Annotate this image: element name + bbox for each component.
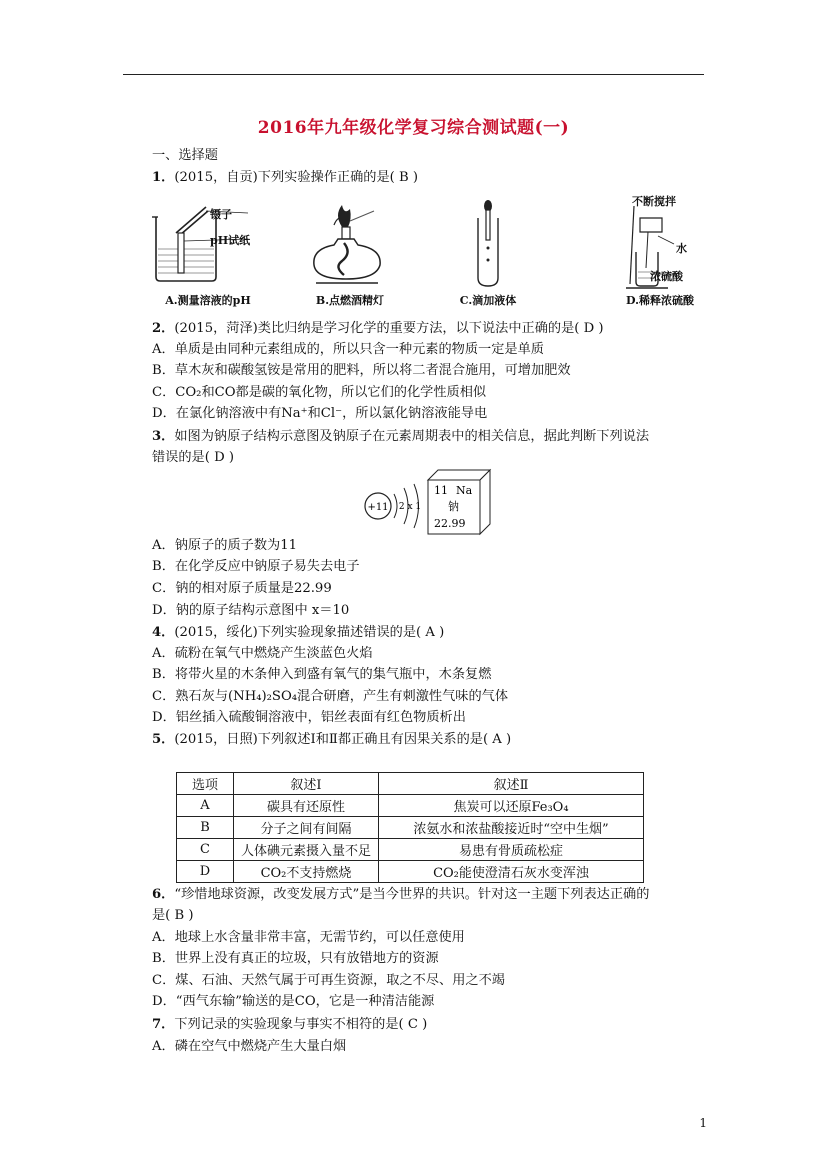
label-keep-stirring: 不断搅拌 xyxy=(632,195,676,208)
question-number: 1． xyxy=(152,170,175,185)
question-6 xyxy=(152,886,649,904)
atomic-number: 11 xyxy=(434,484,448,497)
question-number: 4． xyxy=(152,625,175,640)
label-tweezers: 镊子 xyxy=(210,208,232,221)
figure-caption-a: A.测量溶液的pH xyxy=(165,294,251,307)
table-cell: 碳具有还原性 xyxy=(234,795,379,817)
table-header: 叙述Ⅱ xyxy=(379,773,644,795)
question-5 xyxy=(152,731,511,749)
question-number: 3． xyxy=(152,429,175,444)
figure-caption-c: C.滴加液体 xyxy=(459,294,517,307)
option-2c: C．CO₂和CO都是碳的氧化物，所以它们的化学性质相似 xyxy=(152,385,487,400)
electron-shells: 2 x 1 xyxy=(398,502,422,512)
table-cell: 分子之间有间隔 xyxy=(234,817,379,839)
option-4a: A．硫粉在氧气中燃烧产生淡蓝色火焰 xyxy=(152,646,373,661)
table-row xyxy=(177,861,644,883)
question-stem: (2015，绥化)下列实验现象描述错误的是( A ) xyxy=(174,625,445,640)
nucleus-charge: +11 xyxy=(367,502,389,513)
question-stem: (2015，日照)下列叙述Ⅰ和Ⅱ都正确且有因果关系的是( A ) xyxy=(174,732,512,747)
question-3-continued: 错误的是( D ) xyxy=(152,450,234,465)
element-name: 钠 xyxy=(448,500,459,513)
question-stem: 如图为钠原子结构示意图及钠原子在元素周期表中的相关信息，据此判断下列说法 xyxy=(174,429,650,444)
table-row xyxy=(177,795,644,817)
option-6d: D．“西气东输”输送的是CO，它是一种清洁能源 xyxy=(152,994,435,1009)
question-number: 7． xyxy=(152,1017,175,1032)
figure-caption-d: D.稀释浓硫酸 xyxy=(626,294,694,307)
option-2b: B．草木灰和碳酸氢铵是常用的肥料，所以将二者混合施用，可增加肥效 xyxy=(152,363,571,378)
label-water: 水 xyxy=(676,242,687,255)
option-3c: C．钠的相对原子质量是22.99 xyxy=(152,581,332,596)
option-4c: C．熟石灰与(NH₄)₂SO₄混合研磨，产生有刺激性气味的气体 xyxy=(152,689,509,704)
page-number: 1 xyxy=(699,1116,707,1130)
option-6a: A．地球上水含量非常丰富，无需节约，可以任意使用 xyxy=(152,930,465,945)
table-cell: B xyxy=(177,817,234,839)
statement-table xyxy=(176,772,644,883)
question-4 xyxy=(152,624,444,642)
table-header: 选项 xyxy=(177,773,234,795)
page-title: 2016年九年级化学复习综合测试题(一) xyxy=(257,118,570,138)
option-3b: B．在化学反应中钠原子易失去电子 xyxy=(152,559,360,574)
table-row xyxy=(177,817,644,839)
question-stem: (2015，自贡)下列实验操作正确的是( B ) xyxy=(174,170,419,185)
table-cell: 人体碘元素摄入量不足 xyxy=(234,839,379,861)
table-cell: 浓氨水和浓盐酸接近时“空中生烟” xyxy=(379,817,644,839)
option-4b: B．将带火星的木条伸入到盛有氧气的集气瓶中，木条复燃 xyxy=(152,667,492,682)
table-header: 叙述Ⅰ xyxy=(234,773,379,795)
table-cell: A xyxy=(177,795,234,817)
option-7a: A．磷在空气中燃烧产生大量白烟 xyxy=(152,1039,347,1054)
table-cell: 易患有骨质疏松症 xyxy=(379,839,644,861)
question-number: 5． xyxy=(152,732,175,747)
option-6c: C．煤、石油、天然气属于可再生资源，取之不尽、用之不竭 xyxy=(152,973,505,988)
question-7 xyxy=(152,1016,427,1034)
question-number: 6． xyxy=(152,887,175,902)
table-header-row xyxy=(177,773,644,795)
option-2a: A．单质是由同种元素组成的，所以只含一种元素的物质一定是单质 xyxy=(152,342,544,357)
periodic-table-cell xyxy=(426,468,492,536)
question-number: 2． xyxy=(152,321,175,336)
question-stem: 下列记录的实验现象与事实不相符的是( C ) xyxy=(174,1017,428,1032)
option-6b: B．世界上没有真正的垃圾，只有放错地方的资源 xyxy=(152,951,439,966)
option-4d: D．铝丝插入硫酸铜溶液中，铝丝表面有红色物质析出 xyxy=(152,710,466,725)
question-2 xyxy=(152,320,604,338)
header-rule xyxy=(123,74,704,75)
section-heading: 一、选择题 xyxy=(152,148,218,163)
table-cell: CO₂能使澄清石灰水变浑浊 xyxy=(379,861,644,883)
question-3 xyxy=(152,428,649,446)
table-cell: 焦炭可以还原Fe₃O₄ xyxy=(379,795,644,817)
option-2d: D．在氯化钠溶液中有Na⁺和Cl⁻，所以氯化钠溶液能导电 xyxy=(152,406,488,421)
table-cell: C xyxy=(177,839,234,861)
figure-caption-b: B.点燃酒精灯 xyxy=(315,294,385,307)
atomic-mass: 22.99 xyxy=(434,517,466,530)
figure-alcohol-lamp xyxy=(312,205,392,287)
table-cell: CO₂不支持燃烧 xyxy=(234,861,379,883)
table-cell: D xyxy=(177,861,234,883)
label-concentrated-acid: 浓硫酸 xyxy=(650,270,683,283)
element-symbol: Na xyxy=(456,484,473,497)
option-3d: D．钠的原子结构示意图中 x＝10 xyxy=(152,603,350,618)
question-1 xyxy=(152,169,418,187)
table-row xyxy=(177,839,644,861)
option-3a: A．钠原子的质子数为11 xyxy=(152,538,297,553)
label-ph-paper: pH试纸 xyxy=(210,234,251,247)
sodium-atom-diagram xyxy=(360,478,436,534)
figure-dropping-liquid xyxy=(468,200,508,288)
question-6-continued: 是( B ) xyxy=(152,908,194,923)
question-stem: (2015，菏泽)类比归纳是学习化学的重要方法，以下说法中正确的是( D ) xyxy=(174,321,604,336)
question-stem: “珍惜地球资源，改变发展方式”是当今世界的共识。针对这一主题下列表达正确的 xyxy=(174,887,650,902)
